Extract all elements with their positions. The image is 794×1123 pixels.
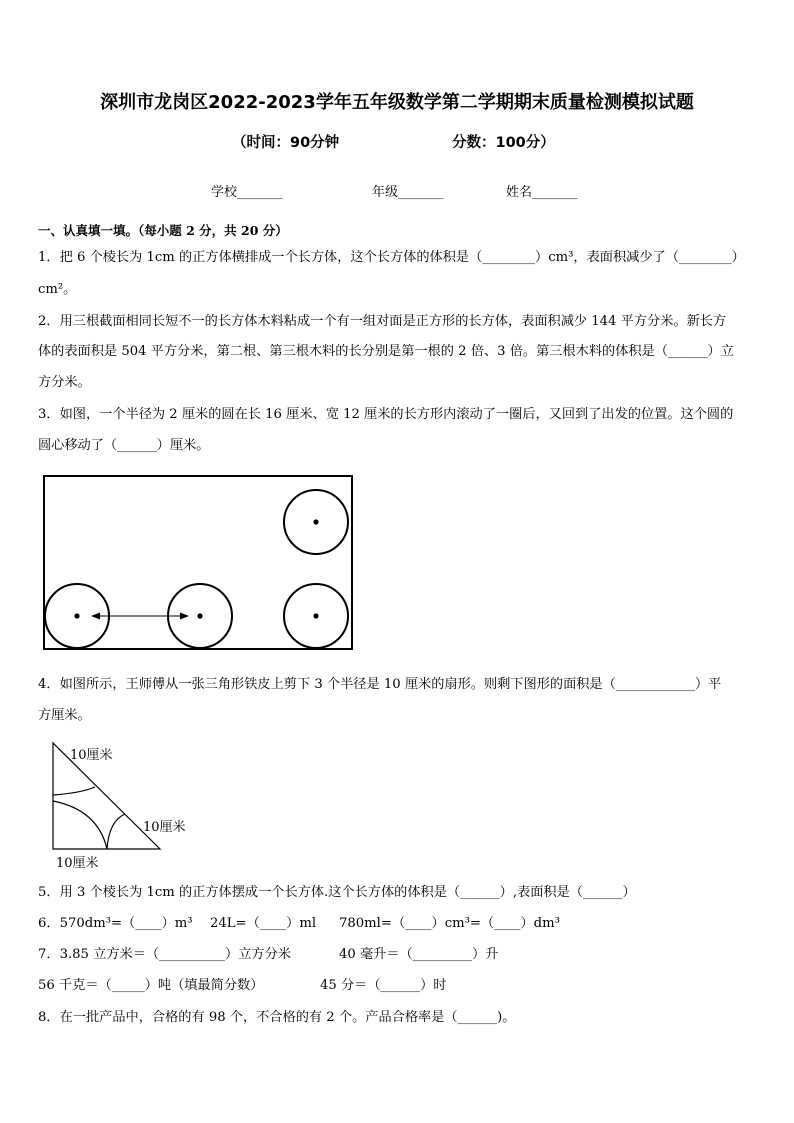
center-dot [313, 519, 318, 524]
figure-label-right: 10厘米 [143, 820, 186, 835]
arrow-head-left [91, 613, 100, 620]
sector-arc-top [53, 787, 95, 795]
center-dot [313, 613, 318, 618]
question-5: 5．用 3 个棱长为 1cm 的正方体摆成一个长方体.这个长方体的体积是（______）,表面积是（______） [38, 885, 636, 900]
question-1-line-2: cm²。 [38, 282, 77, 297]
grade-field: 年级_______ [372, 185, 444, 200]
question-8: 8．在一批产品中，合格的有 98 个，不合格的有 2 个。产品合格率是（______)。 [38, 1010, 516, 1025]
figure-label-top: 10厘米 [70, 748, 113, 763]
question-3-line-2: 圆心移动了（______）厘米。 [38, 438, 210, 453]
question-6-part-c: 780ml=（____）cm³=（____）dm³ [339, 916, 560, 931]
center-dot [197, 613, 202, 618]
question-2-line-1: 2．用三根截面相同长短不一的长方体木料粘成一个有一组对面是正方形的长方体，表面积减少 144 平方分米。新长方 [38, 314, 727, 329]
school-field: 学校_______ [211, 185, 283, 200]
question-7-part-b: 40 毫升＝（_________）升 [339, 947, 499, 962]
center-dot [74, 613, 79, 618]
question-4-line-2: 方厘米。 [38, 708, 91, 723]
question-7-part-a: 7．3.85 立方米＝（__________）立方分米 [38, 947, 291, 962]
triangle-sector-figure [46, 738, 206, 870]
question-6-part-b: 24L=（____）ml [210, 916, 317, 931]
section-heading: 一、认真填一填。（每小题 2 分，共 20 分） [38, 223, 288, 238]
question-2-line-3: 方分米。 [38, 375, 91, 390]
rectangle-outline [44, 476, 352, 649]
page-title: 深圳市龙岗区2022-2023学年五年级数学第二学期期末质量检测模拟试题 [100, 92, 694, 113]
sector-arc-bottom-right [107, 814, 125, 849]
question-7-part-d: 45 分＝（______）时 [320, 978, 447, 993]
question-3-line-1: 3．如图，一个半径为 2 厘米的圆在长 16 厘米、宽 12 厘米的长方形内滚动了一圈后，又回到了出发的位置。这个圆的 [38, 407, 734, 422]
question-1-line-1: 1．把 6 个棱长为 1cm 的正方体横排成一个长方体，这个长方体的体积是（________）cm³，表面积减少了（________） [38, 250, 745, 265]
name-field: 姓名_______ [506, 185, 578, 200]
sector-arc-bottom-left [53, 801, 107, 849]
arrow-head-right [180, 613, 189, 620]
question-7-part-c: 56 千克＝（_____）吨（填最简分数） [38, 978, 264, 993]
question-2-line-2: 体的表面积是 504 平方分米，第二根、第三根木料的长分别是第一根的 2 倍、3 倍。第三根木料的体积是（______）立 [38, 344, 734, 359]
figure-label-bottom: 10厘米 [56, 856, 99, 871]
rolling-circle-figure [40, 472, 358, 654]
question-4-line-1: 4．如图所示，王师傅从一张三角形铁皮上剪下 3 个半径是 10 厘米的扇形。则剩下图形的面积是（____________）平 [38, 677, 722, 692]
exam-score: 分数：100分） [452, 135, 555, 151]
question-6-part-a: 6．570dm³=（____）m³ [38, 916, 193, 931]
exam-time: （时间：90分钟 [232, 135, 340, 151]
